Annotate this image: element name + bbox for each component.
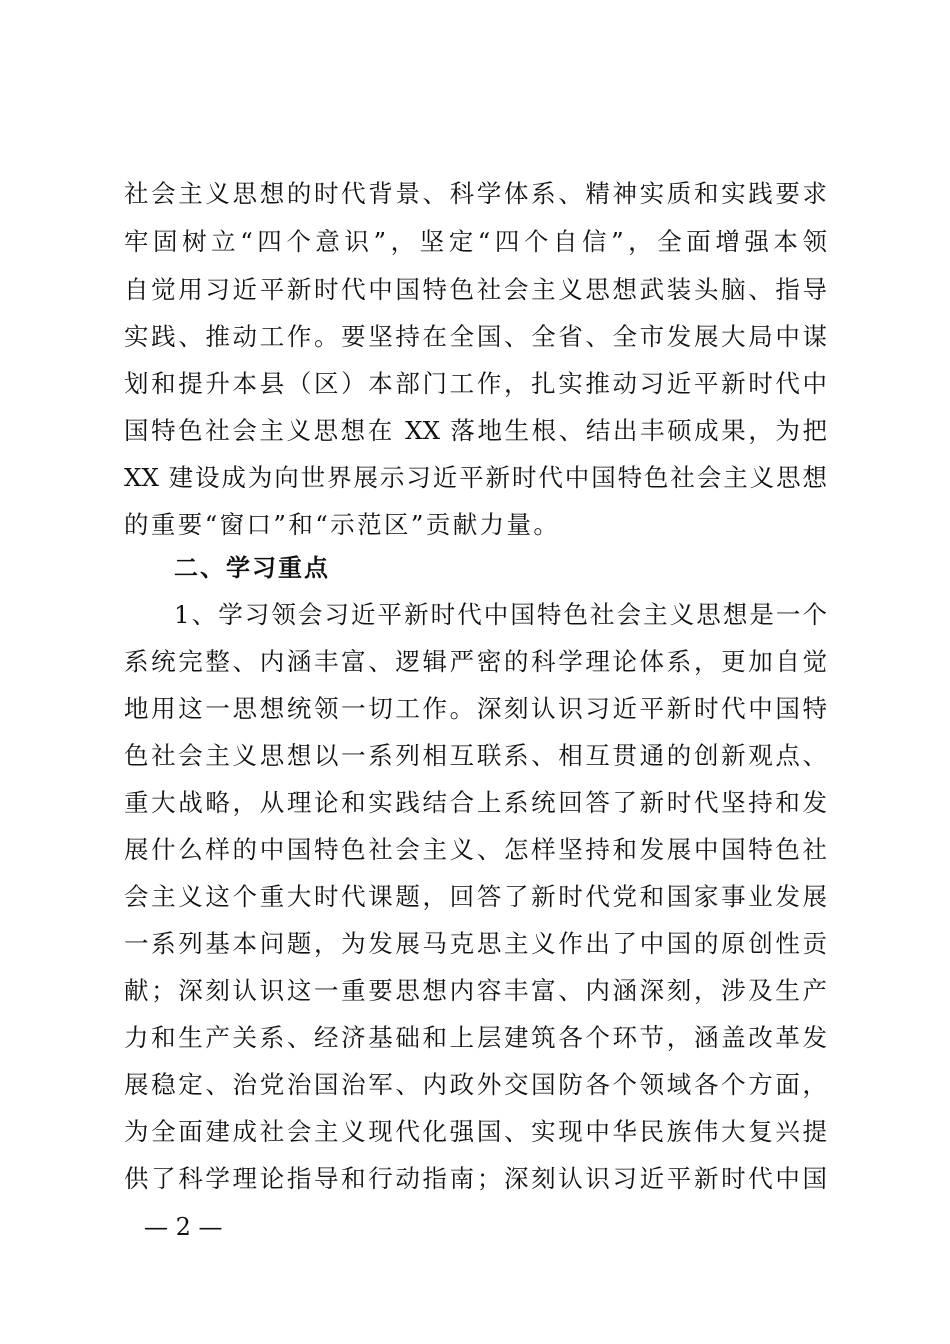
paragraph-line: 一系列基本问题，为发展马克思主义作出了中国的原创性贡: [124, 929, 827, 958]
paragraph-line: 的重要“窗口”和“示范区”贡献力量。: [124, 510, 561, 539]
paragraph-line: 展稳定、治党治国治军、内政外交国防各个领域各个方面，: [124, 1070, 827, 1099]
paragraph-line: 划和提升本县（区）本部门工作，扎实推动习近平新时代中: [124, 369, 827, 398]
paragraph-line: 为全面建成社会主义现代化强国、实现中华民族伟大复兴提: [124, 1117, 827, 1146]
paragraph-line: 献；深刻认识这一重要思想内容丰富、内涵深刻，涉及生产: [124, 976, 827, 1005]
paragraph-line: 会主义这个重大时代课题，回答了新时代党和国家事业发展: [124, 882, 827, 911]
page-number: — 2 —: [144, 1213, 223, 1241]
paragraph-line: 自觉用习近平新时代中国特色社会主义思想武装头脑、指导: [124, 275, 827, 304]
paragraph-line: 社会主义思想的时代背景、科学体系、精神实质和实践要求: [124, 179, 827, 208]
section-heading: 二、学习重点: [174, 554, 330, 582]
paragraph-line: 力和生产关系、经济基础和上层建筑各个环节，涵盖改革发: [124, 1023, 827, 1052]
paragraph-line: XX 建设成为向世界展示习近平新时代中国特色社会主义思想: [124, 463, 827, 492]
paragraph-line: 色社会主义思想以一系列相互联系、相互贯通的创新观点、: [124, 741, 827, 770]
paragraph-line: 地用这一思想统领一切工作。深刻认识习近平新时代中国特: [124, 694, 827, 723]
paragraph-line: 重大战略，从理论和实践结合上系统回答了新时代坚持和发: [124, 788, 827, 817]
paragraph-line: 系统完整、内涵丰富、逻辑严密的科学理论体系，更加自觉: [124, 647, 827, 676]
paragraph-line: 展什么样的中国特色社会主义、怎样坚持和发展中国特色社: [124, 835, 827, 864]
paragraph-line: 国特色社会主义思想在 XX 落地生根、结出丰硕成果，为把: [124, 416, 827, 445]
paragraph-line: 供了科学理论指导和行动指南；深刻认识习近平新时代中国: [124, 1164, 827, 1193]
paragraph-line: 1、学习领会习近平新时代中国特色社会主义思想是一个: [174, 600, 827, 629]
paragraph-line: 实践、推动工作。要坚持在全国、全省、全市发展大局中谋: [124, 322, 827, 351]
paragraph-line: 牢固树立“四个意识”，坚定“四个自信”，全面增强本领: [124, 227, 827, 256]
